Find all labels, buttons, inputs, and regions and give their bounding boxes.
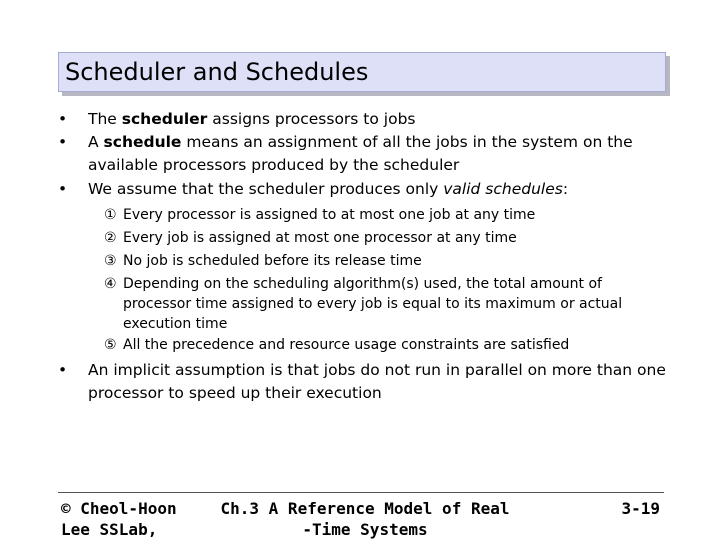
bullet-marker: •	[58, 133, 68, 151]
bullet-text-pre: A	[88, 133, 104, 151]
bullet-text	[88, 178, 678, 201]
bullet-text-post: :	[562, 180, 569, 198]
sub-item-marker: ①	[104, 207, 117, 223]
footer-chapter	[210, 498, 520, 540]
sub-item-text: All the precedence and resource usage constraints are satisfied	[123, 337, 570, 353]
footer-chapter-line2: -Time Systems	[302, 520, 428, 539]
footer-chapter-line1: Ch.3 A Reference Model of Real	[220, 499, 510, 518]
bullet-text	[88, 108, 678, 131]
bullet-term-schedule: schedule	[103, 133, 182, 151]
bullet-marker: •	[58, 180, 68, 198]
bullet-term-scheduler: scheduler	[121, 110, 208, 128]
sub-item-marker: ④	[104, 276, 117, 292]
sub-item-text: No job is scheduled before its release time	[123, 253, 422, 269]
slide-title-box	[58, 52, 666, 92]
bullet-text-post: assigns processors to jobs	[207, 110, 416, 128]
sub-item-text: Depending on the scheduling algorithm(s) used, the total amount of processor time assigned to every job is equal to its maximum or actual execution time	[123, 276, 623, 332]
bullet-term-valid-schedules: valid schedules	[443, 180, 563, 198]
sub-item-marker: ⑤	[104, 337, 117, 353]
footer-divider	[58, 492, 664, 493]
bullet-text: An implicit assumption is that jobs do not run in parallel on more than one processor to speed up their execution	[88, 361, 666, 402]
sub-item-marker: ③	[104, 253, 117, 269]
slide-title: Scheduler and Schedules	[65, 58, 369, 86]
footer-author-line1: © Cheol-Hoon	[61, 499, 177, 518]
bullet-text-post: means an assignment of all the jobs in the system on the available processors produced by the scheduler	[88, 133, 633, 174]
footer-author-line2: Lee SSLab,	[61, 520, 158, 539]
bullet-text-pre: We assume that the scheduler produces only	[88, 180, 444, 198]
footer-author	[61, 498, 177, 540]
sub-item-marker: ②	[104, 230, 117, 246]
sub-item-text: Every processor is assigned to at most one job at any time	[123, 207, 536, 223]
bullet-marker: •	[58, 361, 68, 379]
page-number: 3-19	[621, 499, 660, 518]
sub-item-text: Every job is assigned at most one processor at any time	[123, 230, 517, 246]
bullet-text	[88, 131, 678, 177]
bullet-marker: •	[58, 110, 68, 128]
bullet-text-pre: The	[88, 110, 122, 128]
